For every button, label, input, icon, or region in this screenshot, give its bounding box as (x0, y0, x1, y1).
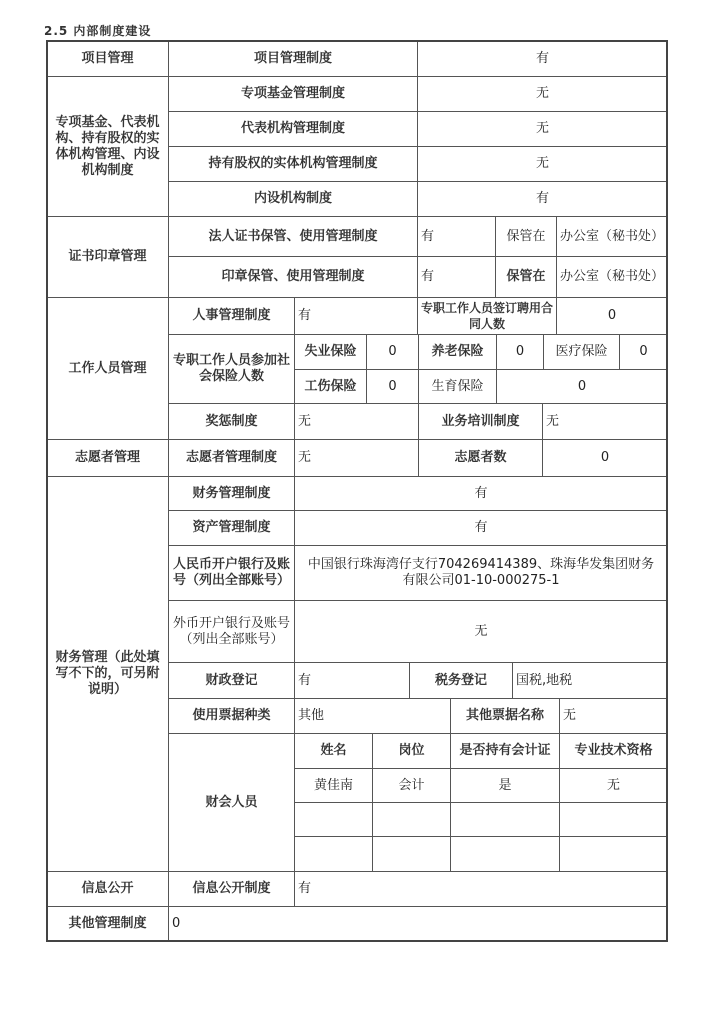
seal-kept-value: 办公室（秘书处） (556, 256, 668, 298)
rmb-account-label: 人民币开户银行及账号（列出全部账号） (168, 545, 295, 601)
finance-category: 财务管理（此处填写不下的，可另附说明） (46, 476, 169, 872)
hr-rule-value: 有 (294, 297, 418, 335)
contract-count-value: 0 (556, 297, 668, 335)
equity-entity-label: 持有股权的实体机构管理制度 (168, 146, 418, 182)
invoice-type-label: 使用票据种类 (168, 698, 295, 734)
hr-rule-label: 人事管理制度 (168, 297, 295, 335)
volunteer-count-value: 0 (542, 439, 668, 477)
disclosure-rule-value: 有 (294, 871, 668, 907)
staff-cell (559, 836, 668, 872)
asset-rule-value: 有 (294, 510, 668, 546)
volunteer-rule-label: 志愿者管理制度 (168, 439, 295, 477)
medical-label: 医疗保险 (543, 334, 620, 370)
medical-value: 0 (619, 334, 668, 370)
internal-org-label: 内设机构制度 (168, 181, 418, 217)
tax-reg-label: 税务登记 (409, 662, 513, 699)
volunteer-category: 志愿者管理 (46, 439, 169, 477)
training-value: 无 (542, 403, 668, 440)
maternity-label: 生育保险 (418, 369, 497, 404)
maternity-value: 0 (496, 369, 668, 404)
staff-header-qualification: 专业技术资格 (559, 733, 668, 769)
pension-value: 0 (496, 334, 544, 370)
rmb-account-value: 中国银行珠海湾仔支行704269414389、珠海华发集团财务有限公司01-10-000275-1 (294, 545, 668, 601)
staff-cell (450, 802, 560, 837)
seal-rule-value: 有 (417, 256, 496, 298)
other-invoice-label: 其他票据名称 (450, 698, 560, 734)
project-category: 项目管理 (46, 40, 169, 77)
staff-cell: 会计 (372, 768, 451, 803)
pension-label: 养老保险 (418, 334, 497, 370)
staff-cell: 是 (450, 768, 560, 803)
injury-label: 工伤保险 (294, 369, 367, 404)
fx-account-value: 无 (294, 600, 668, 663)
rep-office-value: 无 (417, 111, 668, 147)
special-fund-value: 无 (417, 76, 668, 112)
fin-rule-value: 有 (294, 476, 668, 511)
staff-header-cert: 是否持有会计证 (450, 733, 560, 769)
training-label: 业务培训制度 (418, 403, 543, 440)
other-rules-value: 0 (168, 906, 668, 942)
seal-rule-label: 印章保管、使用管理制度 (168, 256, 418, 298)
rep-office-label: 代表机构管理制度 (168, 111, 418, 147)
staff-cell: 无 (559, 768, 668, 803)
tax-reg-value: 国税,地税 (512, 662, 668, 699)
disclosure-rule-label: 信息公开制度 (168, 871, 295, 907)
disclosure-category: 信息公开 (46, 871, 169, 907)
cert-rule-value: 有 (417, 216, 496, 257)
other-invoice-value: 无 (559, 698, 668, 734)
special-fund-label: 专项基金管理制度 (168, 76, 418, 112)
section-title: 2.5 内部制度建设 (44, 24, 152, 38)
staff-category: 工作人员管理 (46, 297, 169, 440)
unemployment-label: 失业保险 (294, 334, 367, 370)
cert-rule-label: 法人证书保管、使用管理制度 (168, 216, 418, 257)
staff-cell (294, 836, 373, 872)
fiscal-reg-value: 有 (294, 662, 410, 699)
reward-value: 无 (294, 403, 419, 440)
staff-cell (372, 836, 451, 872)
volunteer-count-label: 志愿者数 (418, 439, 543, 477)
staff-cell (559, 802, 668, 837)
equity-entity-value: 无 (417, 146, 668, 182)
asset-rule-label: 资产管理制度 (168, 510, 295, 546)
unemployment-value: 0 (366, 334, 419, 370)
invoice-type-value: 其他 (294, 698, 451, 734)
fx-account-label: 外币开户银行及账号（列出全部账号） (168, 600, 295, 663)
contract-count-label: 专职工作人员签订聘用合同人数 (417, 297, 557, 335)
staff-header-post: 岗位 (372, 733, 451, 769)
injury-value: 0 (366, 369, 419, 404)
cert-kept-value: 办公室（秘书处） (556, 216, 668, 257)
staff-cell (372, 802, 451, 837)
internal-org-value: 有 (417, 181, 668, 217)
other-rules-category: 其他管理制度 (46, 906, 169, 942)
fin-rule-label: 财务管理制度 (168, 476, 295, 511)
staff-cell: 黄佳南 (294, 768, 373, 803)
special-category: 专项基金、代表机构、持有股权的实体机构管理、内设机构制度 (46, 76, 169, 217)
insurance-label: 专职工作人员参加社会保险人数 (168, 334, 295, 404)
cert-kept-label: 保管在 (495, 216, 557, 257)
project-rule-label: 项目管理制度 (168, 40, 418, 77)
project-rule-value: 有 (417, 40, 668, 77)
volunteer-rule-value: 无 (294, 439, 419, 477)
reward-label: 奖惩制度 (168, 403, 295, 440)
staff-header-name: 姓名 (294, 733, 373, 769)
staff-cell (294, 802, 373, 837)
seal-kept-label: 保管在 (495, 256, 557, 298)
fiscal-reg-label: 财政登记 (168, 662, 295, 699)
seal-category: 证书印章管理 (46, 216, 169, 298)
accounting-staff-label: 财会人员 (168, 733, 295, 872)
staff-cell (450, 836, 560, 872)
